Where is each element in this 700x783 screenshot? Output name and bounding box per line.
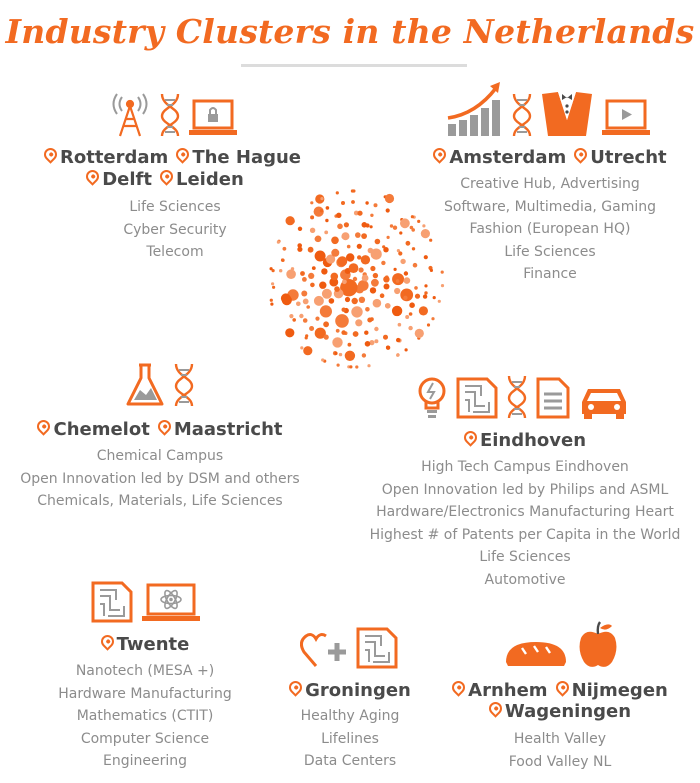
location-pin-icon (461, 428, 479, 446)
document-icon (535, 376, 571, 420)
decorative-dot (352, 189, 355, 192)
cluster-item: Open Innovation led by DSM and others (20, 470, 300, 487)
decorative-dot (404, 277, 411, 284)
decorative-dot (405, 315, 409, 319)
decorative-dot (325, 219, 328, 222)
cluster-item: Software, Multimedia, Gaming (443, 198, 657, 215)
decorative-dot (408, 326, 412, 330)
decorative-dot (310, 228, 315, 233)
cluster-item: Life Sciences (504, 243, 596, 260)
cluster-5-cities (40, 634, 250, 655)
cluster-item: Creative Hub, Advertising (460, 176, 640, 192)
circuit-icon (90, 580, 134, 624)
decorative-dot (370, 317, 374, 321)
cluster-7-items (450, 728, 670, 773)
decorative-dot (337, 224, 343, 230)
decorative-dot (315, 317, 319, 321)
decorative-dot (400, 218, 410, 228)
decorative-dot (302, 277, 307, 282)
decorative-dot (341, 201, 345, 205)
decorative-dot (367, 364, 370, 367)
decorative-dot (337, 364, 340, 367)
decorative-dot (321, 358, 324, 361)
cluster-item: Engineering (103, 753, 187, 769)
decorative-dot (312, 266, 316, 270)
decorative-dot (423, 294, 427, 298)
decorative-dot (438, 300, 441, 303)
bread-icon (504, 638, 568, 670)
decorative-dot (409, 312, 413, 316)
decorative-dot (299, 314, 303, 318)
decorative-dot (289, 314, 293, 318)
city-the-hague: The Hague (176, 147, 301, 168)
city-delft: Delft (86, 169, 152, 190)
decorative-dot (404, 271, 408, 275)
cluster-7-cities (440, 680, 680, 722)
laptop-lock-icon (188, 98, 238, 138)
antenna-icon (108, 92, 152, 138)
cluster-item: Food Valley NL (508, 753, 612, 770)
decorative-dot (384, 284, 390, 290)
decorative-dot (362, 275, 369, 282)
decorative-dot (351, 200, 355, 204)
decorative-dot (373, 299, 382, 308)
decorative-dot (344, 222, 349, 227)
city-rotterdam: Rotterdam (44, 147, 168, 168)
cluster-item: Telecom (146, 244, 204, 260)
decorative-dot (303, 299, 309, 305)
decorative-dot (300, 346, 303, 349)
decorative-dot (380, 293, 385, 298)
decorative-dot (322, 289, 332, 299)
cluster-6-cities (265, 680, 435, 701)
decorative-dot (374, 327, 378, 331)
decorative-dot (308, 247, 314, 253)
decorative-dot (270, 303, 273, 306)
cluster-item: Hardware Manufacturing (58, 685, 232, 702)
location-pin-icon (553, 678, 571, 696)
decorative-dot (283, 296, 287, 300)
page-title: Industry Clusters in the Netherlands (5, 12, 695, 51)
decorative-dot (331, 273, 339, 281)
location-pin-icon (486, 699, 504, 717)
decorative-dot (424, 291, 427, 294)
decorative-dot (365, 341, 371, 347)
decorative-dot (352, 298, 358, 304)
decorative-dot (419, 306, 428, 315)
decorative-dot (357, 211, 362, 216)
location-pin-icon (98, 632, 116, 650)
decorative-dot (387, 236, 390, 239)
location-pin-icon (286, 678, 304, 696)
decorative-dot (334, 352, 337, 355)
decorative-dot (331, 249, 339, 257)
city-utrecht: Utrecht (574, 147, 666, 168)
decorative-dot (431, 317, 434, 320)
decorative-dot (362, 353, 366, 357)
decorative-dot (342, 232, 350, 240)
decorative-dot (351, 306, 362, 317)
decorative-dot (393, 311, 397, 315)
cluster-item: Mathematics (CTIT) (76, 708, 214, 724)
decorative-dot (399, 231, 402, 234)
cluster-1-items (60, 196, 290, 264)
cluster-item: Hardware/Electronics Manufacturing Heart (376, 504, 674, 520)
decorative-dot (337, 256, 347, 266)
decorative-dot (286, 269, 296, 279)
cluster-item: Nanotech (MESA +) (75, 663, 215, 679)
decorative-dot (336, 191, 339, 194)
circuit-icon (355, 626, 399, 670)
decorative-dot (381, 261, 385, 265)
cluster-3-items (5, 445, 315, 513)
decorative-dot (297, 243, 302, 248)
decorative-dot (409, 302, 415, 308)
decorative-dot (383, 335, 388, 340)
decorative-dot (415, 329, 424, 338)
laptop-play-icon (601, 98, 651, 138)
location-pin-icon (431, 145, 449, 163)
decorative-dot (345, 351, 355, 361)
decorative-dot (413, 263, 418, 268)
decorative-dot (400, 259, 405, 264)
location-pin-icon (155, 417, 173, 435)
decorative-dot (411, 228, 415, 232)
decorative-dot (305, 334, 308, 337)
decorative-dot (370, 266, 375, 271)
decorative-dot (415, 294, 420, 299)
decorative-dot (374, 339, 378, 343)
cluster-item: Open Innovation led by Philips and ASML (381, 481, 669, 498)
decorative-dot (320, 209, 323, 212)
decorative-dot (393, 226, 397, 230)
decorative-dot (406, 241, 411, 246)
cluster-item: Life Sciences (129, 199, 221, 215)
decorative-dot (332, 337, 342, 347)
decorative-dot (365, 307, 370, 312)
decorative-dot (308, 273, 314, 279)
circuit-icon (455, 376, 499, 420)
decorative-dot (310, 283, 315, 288)
decorative-dot (336, 213, 341, 218)
decorative-dot (320, 305, 332, 317)
lightbulb-icon (416, 376, 448, 420)
decorative-dot (347, 245, 351, 249)
cluster-4-items (355, 456, 695, 591)
heart-plus-icon (300, 630, 348, 670)
decorative-dot (414, 286, 418, 290)
decorative-dot (309, 326, 314, 331)
decorative-dot (373, 273, 378, 278)
cluster-item: Automotive (484, 571, 566, 588)
location-pin-icon (449, 678, 467, 696)
decorative-dot (355, 365, 358, 368)
decorative-dot (398, 323, 402, 327)
location-pin-icon (572, 145, 590, 163)
cluster-item: High Tech Campus Eindhoven (421, 459, 629, 475)
decorative-dot (353, 331, 359, 337)
decorative-dot (321, 268, 327, 274)
decorative-dot (319, 282, 326, 289)
city-maastricht: Maastricht (158, 419, 283, 440)
decorative-dot (349, 263, 359, 273)
cluster-item: Cyber Security (123, 221, 227, 238)
decorative-dot (300, 271, 305, 276)
decorative-dot (374, 203, 378, 207)
cluster-5-items (35, 660, 255, 773)
cluster-4-cities (360, 430, 690, 451)
cluster-item: Chemical Campus (96, 448, 224, 464)
decorative-dot (314, 296, 324, 306)
decorative-dot (279, 269, 282, 272)
decorative-dot (310, 201, 313, 204)
location-pin-icon (35, 417, 53, 435)
city-groningen: Groningen (289, 680, 411, 701)
decorative-dot (355, 232, 361, 238)
decorative-dot (370, 287, 376, 293)
cluster-6-items (265, 705, 435, 773)
decorative-dot (306, 305, 310, 309)
decorative-dot (405, 348, 408, 351)
decorative-dot (398, 251, 402, 255)
location-pin-icon (84, 167, 102, 185)
cluster-2-icons (446, 80, 651, 138)
city-amsterdam: Amsterdam (433, 147, 566, 168)
decorative-dot (346, 253, 354, 261)
decorative-dot (323, 321, 329, 327)
decorative-dot (292, 318, 296, 322)
car-icon (578, 384, 630, 420)
cluster-4-icons (416, 374, 630, 420)
location-pin-icon (174, 145, 192, 163)
decorative-dot (371, 279, 379, 287)
tuxedo-icon (540, 90, 594, 138)
decorative-dot (272, 286, 275, 289)
decorative-dot (370, 225, 373, 228)
decorative-dot (361, 255, 370, 264)
decorative-dot (285, 328, 294, 337)
city-chemelot: Chemelot (37, 419, 149, 440)
decorative-dot (355, 319, 362, 326)
cluster-item: Fashion (European HQ) (469, 221, 631, 237)
location-pin-icon (41, 145, 59, 163)
location-pin-icon (157, 167, 175, 185)
city-leiden: Leiden (160, 169, 244, 190)
cluster-item: Chemicals, Materials, Life Sciences (37, 493, 283, 509)
decorative-dot (340, 318, 345, 323)
apple-icon (578, 620, 618, 670)
decorative-dot (386, 346, 389, 349)
cluster-7-icons (504, 620, 618, 670)
decorative-dot (394, 288, 400, 294)
title-divider (241, 64, 467, 67)
decorative-dot (270, 299, 273, 302)
decorative-dot (427, 323, 430, 326)
decorative-dot (334, 286, 340, 292)
decorative-dot (396, 354, 399, 357)
decorative-dot (383, 276, 389, 282)
decorative-dot (383, 247, 388, 252)
cluster-2-items (420, 173, 680, 286)
cluster-6-icons (300, 626, 399, 670)
decorative-dot (298, 227, 302, 231)
city-nijmegen: Nijmegen (556, 680, 668, 701)
decorative-dot (339, 353, 342, 356)
decorative-dot (392, 273, 404, 285)
decorative-dot (359, 297, 365, 303)
decorative-dot (345, 297, 350, 302)
decorative-dot (342, 279, 347, 284)
cluster-1-icons (108, 92, 238, 138)
decorative-dot (341, 330, 346, 335)
cluster-item: Life Sciences (479, 549, 571, 565)
decorative-dot (348, 343, 352, 347)
city-wageningen: Wageningen (489, 701, 631, 722)
cluster-item: Health Valley (513, 731, 607, 747)
decorative-dot (336, 329, 340, 333)
city-eindhoven: Eindhoven (464, 430, 586, 451)
cluster-item: Highest # of Patents per Capita in the World (369, 526, 681, 543)
decorative-dot (303, 318, 308, 323)
decorative-dot (365, 201, 368, 204)
decorative-dot (359, 267, 364, 272)
dna-icon (506, 374, 528, 420)
decorative-dot (412, 247, 415, 250)
decorative-dot (371, 249, 382, 260)
decorative-dot (386, 208, 390, 212)
decorative-dot (396, 338, 400, 342)
decorative-dot (324, 335, 329, 340)
decorative-dot (361, 233, 367, 239)
decorative-dot (390, 224, 393, 227)
growth-chart-icon (446, 80, 504, 138)
decorative-dot (303, 346, 312, 355)
cluster-5-icons (90, 580, 201, 624)
cluster-3-icons (124, 362, 195, 408)
cluster-1-cities (40, 147, 301, 190)
decorative-dot (296, 302, 301, 307)
decorative-dot (364, 331, 368, 335)
laptop-atom-icon (141, 582, 201, 624)
cluster-2-cities (420, 147, 680, 168)
decorative-dot (270, 267, 273, 270)
decorative-dot (271, 282, 274, 285)
cluster-3-cities (10, 419, 310, 440)
decorative-dot (357, 255, 361, 259)
decorative-dot (385, 303, 391, 309)
decorative-dot (370, 214, 373, 217)
decorative-dot (396, 279, 400, 283)
decorative-dot (301, 291, 307, 297)
dna-icon (159, 92, 181, 138)
decorative-dot (403, 296, 407, 300)
cluster-item: Finance (523, 266, 577, 282)
dna-icon (511, 92, 533, 138)
flask-icon (124, 362, 166, 408)
decorative-dot (362, 222, 368, 228)
decorative-dot (357, 244, 362, 249)
decorative-dot (342, 308, 346, 312)
decorative-dot (385, 194, 394, 203)
cluster-item: Computer Science (80, 730, 210, 747)
decorative-dot (375, 239, 381, 245)
decorative-dot (329, 298, 335, 304)
decorative-dot (324, 231, 328, 235)
cluster-item: Lifelines (321, 730, 379, 747)
city-arnhem: Arnhem (452, 680, 547, 701)
decorative-dot (315, 236, 321, 242)
decorative-dot (411, 215, 414, 218)
decorative-dot (320, 197, 323, 200)
decorative-dot (326, 206, 330, 210)
dna-icon (173, 362, 195, 408)
decorative-dot (433, 296, 436, 299)
city-twente: Twente (101, 634, 190, 655)
decorative-dot (331, 237, 339, 245)
cluster-item: Healthy Aging (300, 708, 400, 724)
cluster-item: Data Centers (303, 753, 397, 769)
decorative-dot (394, 268, 397, 271)
decorative-dot (315, 251, 326, 262)
decorative-dot (349, 365, 352, 368)
decorative-dot (310, 215, 314, 219)
decorative-dot (291, 267, 294, 270)
